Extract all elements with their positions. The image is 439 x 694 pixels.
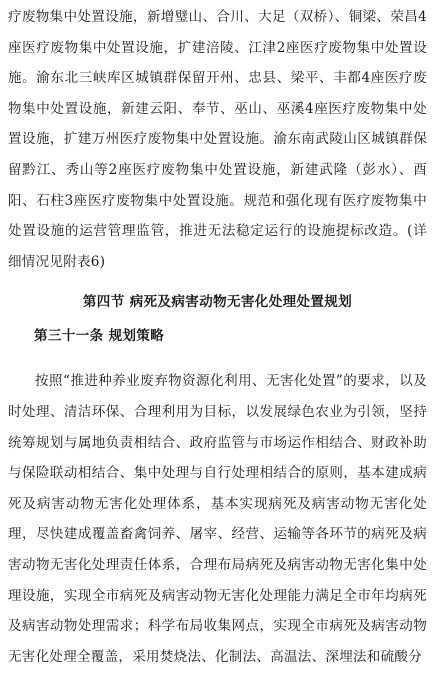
paragraph-planning-strategy: 按照“推进种养业废弃物资源化利用、无害化处置”的要求，以及时处理、清洁环保、合理利用为目标，以发展绿色农业为引领，坚持统筹规划与属地负责相结合、政府监管与市场运作相结合、财政补助与保险联动相结合、集中处理与自行处理相结合的原则，基本建成病死及病害动物无害化处理体系，基本实现病死及病害动物无害化处理，尽快建成覆盖畜禽饲养、屠宰、经营、运输等各环节的病死及病害动物无害化处理责任体系，合理布局病死及病害动物无害化集中处理设施，实现全市病死及病害动物无害化处理能力满足全市年均病死及病害动物处理需求；科学布局收集网点，实现全市病死及病害动物无害化处理全覆盖，采用焚烧法、化制法、高温法、深埋法和硫酸分 <box>8 373 427 665</box>
section-heading: 第四节 病死及病害动物无害化处理处置规划 <box>82 294 353 311</box>
article-heading: 第三十一条 规划策略 <box>34 328 165 345</box>
paragraph-medical-waste-facilities: 疗废物集中处置设施，新增璧山、合川、大足（双桥）、铜梁、荣昌4座医疗废物集中处置设施，扩建涪陵、江津2座医疗废物集中处置设施。渝东北三峡库区城镇群保留开州、忠县、梁平、丰都4座医疗废物集中处置设施，新建云阳、奉节、巫山、巫溪4座医疗废物集中处置设施，扩建万州医疗废物集中处置设施。渝东南武陵山区城镇群保留黔江、秀山等2座医疗废物集中处置设施，新建武隆（彭水）、酉阳、石柱3座医疗废物集中处置设施。规范和强化现有医疗废物集中处置设施的运营管理监管，推进无法稳定运行的设施提标改造。(详细情况见附表6) <box>8 9 427 270</box>
